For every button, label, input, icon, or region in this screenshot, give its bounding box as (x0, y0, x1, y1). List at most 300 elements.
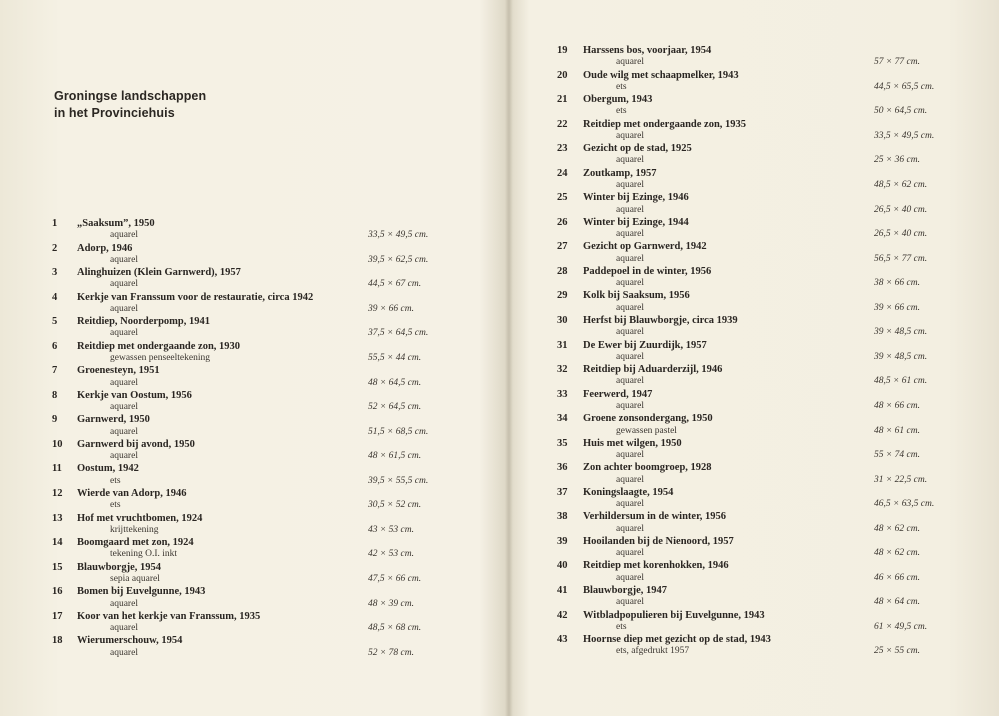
entry-number: 36 (557, 462, 568, 474)
entry-number: 21 (557, 94, 568, 106)
entry-number: 41 (557, 585, 568, 597)
entry-title-line (557, 191, 689, 204)
entry-title-line (557, 559, 729, 572)
catalog-entry (557, 93, 982, 118)
entry-title-line (557, 216, 689, 229)
entry-detail-line (52, 548, 472, 560)
entry-number: 39 (557, 535, 568, 547)
entry-dimensions: 52 × 64,5 cm. (368, 402, 422, 413)
entry-title-line (557, 167, 657, 180)
entry-number: 6 (52, 340, 58, 352)
entry-number: 19 (557, 45, 568, 56)
entry-number: 42 (557, 609, 568, 621)
entry-number: 27 (557, 241, 568, 253)
entry-title-line (52, 364, 160, 377)
entry-title: Huis met wilgen, 1950 (583, 437, 682, 449)
entry-medium: aquarel (616, 302, 644, 313)
entry-title: „Saaksum”, 1950 (77, 218, 155, 229)
entry-title: Zoutkamp, 1957 (583, 167, 657, 179)
entry-number: 15 (52, 561, 63, 573)
entry-title: Koor van het kerkje van Franssum, 1935 (77, 610, 261, 622)
entry-detail-line (52, 450, 472, 462)
catalog-entry (557, 265, 982, 290)
entry-title: Verhildersum in de winter, 1956 (583, 511, 727, 523)
entry-title: Koningslaagte, 1954 (583, 486, 674, 498)
catalog-entry (52, 512, 472, 537)
entry-number: 30 (557, 315, 568, 327)
entry-medium: aquarel (110, 647, 138, 658)
entry-dimensions: 51,5 × 68,5 cm. (368, 426, 429, 437)
entry-dimensions: 55,5 × 44 cm. (368, 353, 422, 364)
entry-medium: aquarel (616, 548, 644, 559)
entry-detail-line (557, 228, 982, 240)
entry-dimensions: 25 × 36 cm. (874, 155, 920, 166)
entry-title-line (52, 487, 186, 500)
entry-medium: aquarel (616, 229, 644, 240)
entry-medium: aquarel (616, 450, 644, 461)
entry-number: 26 (557, 216, 568, 228)
entry-detail-line (557, 105, 982, 117)
entry-dimensions: 46 × 66 cm. (874, 572, 920, 583)
entry-detail-line (557, 645, 982, 657)
entry-number: 12 (52, 488, 63, 500)
entry-detail-line (52, 499, 472, 511)
entry-medium: aquarel (110, 254, 138, 265)
entry-medium: aquarel (110, 402, 138, 413)
entry-title: Wierumerschouw, 1954 (77, 635, 183, 647)
catalog-entry (557, 437, 982, 462)
catalog-entry (52, 438, 472, 463)
entry-dimensions: 43 × 53 cm. (368, 524, 414, 535)
entry-dimensions: 48 × 62 cm. (874, 548, 920, 559)
catalog-list-left (52, 217, 472, 659)
entry-title: Garnwerd, 1950 (77, 414, 150, 426)
entry-title: Gezicht op de stad, 1925 (583, 143, 692, 155)
entry-dimensions: 48,5 × 61 cm. (874, 376, 928, 387)
entry-number: 22 (557, 118, 568, 130)
entry-title: Reitdiep met ondergaande zon, 1930 (77, 340, 241, 352)
entry-title-line (557, 69, 739, 82)
entry-number: 3 (52, 267, 58, 279)
entry-number: 7 (52, 365, 58, 377)
entry-number: 20 (557, 69, 568, 81)
entry-number: 5 (52, 316, 58, 328)
entry-dimensions: 42 × 53 cm. (368, 549, 414, 560)
entry-title-line (557, 486, 673, 499)
entry-detail-line (52, 598, 472, 610)
entry-title-line (52, 462, 139, 475)
entry-number: 33 (557, 388, 568, 400)
catalog-entry (557, 633, 982, 658)
entry-medium: aquarel (616, 278, 644, 289)
catalog-entry (557, 339, 982, 364)
catalog-entry (52, 413, 472, 438)
entry-medium: aquarel (616, 155, 644, 166)
entry-medium: aquarel (616, 351, 644, 362)
entry-title-line (557, 388, 652, 401)
entry-detail-line (557, 130, 982, 142)
entry-title-line (557, 314, 738, 327)
entry-detail-line (557, 474, 982, 486)
entry-title-line (52, 266, 241, 279)
entry-medium: aquarel (110, 328, 138, 339)
catalog-entry (52, 634, 472, 659)
entry-detail-line (557, 572, 982, 584)
entry-medium: aquarel (110, 230, 138, 241)
entry-title-line (52, 389, 192, 402)
entry-number: 34 (557, 413, 568, 425)
entry-title-line (52, 561, 161, 574)
entry-dimensions: 48 × 66 cm. (874, 400, 920, 411)
entry-dimensions: 26,5 × 40 cm. (874, 229, 928, 240)
entry-dimensions: 48 × 64,5 cm. (368, 377, 422, 388)
entry-number: 23 (557, 143, 568, 155)
entry-title: Oostum, 1942 (77, 463, 139, 475)
entry-detail-line (52, 426, 472, 438)
entry-medium: krijttekening (110, 524, 159, 535)
entry-medium: aquarel (110, 451, 138, 462)
entry-dimensions: 33,5 × 49,5 cm. (874, 130, 935, 141)
entry-detail-line (557, 253, 982, 265)
catalog-entry (557, 363, 982, 388)
entry-title-line (52, 413, 150, 426)
entry-dimensions: 48 × 39 cm. (368, 598, 414, 609)
entry-title: Reitdiep met ondergaande zon, 1935 (583, 118, 747, 130)
entry-detail-line (557, 204, 982, 216)
entry-title-line (52, 634, 182, 647)
entry-title-line (52, 217, 155, 230)
entry-number: 37 (557, 486, 568, 498)
entry-title: Kerkje van Oostum, 1956 (77, 389, 192, 401)
entry-title: Oude wilg met schaapmelker, 1943 (583, 69, 739, 81)
entry-number: 31 (557, 339, 568, 351)
entry-detail-line (557, 596, 982, 608)
catalog-entry (52, 610, 472, 635)
entry-dimensions: 57 × 77 cm. (874, 57, 920, 68)
entry-title-line (557, 339, 707, 352)
catalog-entry (52, 242, 472, 267)
catalog-entry (52, 389, 472, 414)
entry-dimensions: 48,5 × 68 cm. (368, 623, 422, 634)
catalog-entry (557, 609, 982, 634)
catalog-entry (557, 388, 982, 413)
entry-medium: aquarel (616, 327, 644, 338)
entry-number: 25 (557, 192, 568, 204)
entry-title: Obergum, 1943 (583, 94, 653, 106)
entry-title: Alinghuizen (Klein Garnwerd), 1957 (77, 267, 241, 279)
entry-title-line (557, 584, 667, 597)
catalog-entry (52, 585, 472, 610)
entry-dimensions: 39,5 × 55,5 cm. (368, 475, 429, 486)
catalog-entry (52, 217, 472, 242)
entry-dimensions: 31 × 22,5 cm. (874, 474, 928, 485)
entry-title: Blauwborgje, 1954 (77, 561, 161, 573)
entry-medium: aquarel (616, 499, 644, 510)
entry-title: Bomen bij Euvelgunne, 1943 (77, 586, 206, 598)
entry-detail-line (557, 498, 982, 510)
entry-title: Gezicht op Garnwerd, 1942 (583, 241, 707, 253)
entry-number: 16 (52, 586, 63, 598)
entry-dimensions: 48,5 × 62 cm. (874, 180, 928, 191)
entry-title-line (52, 242, 132, 255)
entry-title-line (52, 291, 313, 304)
entry-dimensions: 46,5 × 63,5 cm. (874, 499, 935, 510)
entry-medium: ets, afgedrukt 1957 (616, 646, 690, 657)
catalog-entry (557, 461, 982, 486)
entry-detail-line (557, 400, 982, 412)
entry-dimensions: 61 × 49,5 cm. (874, 621, 928, 632)
entry-dimensions: 55 × 74 cm. (874, 450, 920, 461)
entry-title: Garnwerd bij avond, 1950 (77, 438, 195, 450)
entry-dimensions: 25 × 55 cm. (874, 646, 920, 657)
entry-number: 32 (557, 364, 568, 376)
entry-detail-line (557, 621, 982, 633)
catalog-entry (557, 240, 982, 265)
entry-title: Blauwborgje, 1947 (583, 585, 667, 597)
entry-title-line (557, 265, 711, 278)
entry-title-line (557, 609, 765, 622)
entry-detail-line (52, 647, 472, 659)
entry-medium: gewassen pastel (616, 425, 677, 436)
entry-title-line (557, 44, 711, 57)
entry-number: 4 (52, 291, 58, 303)
heading-line: in het Provinciehuis (54, 106, 175, 120)
entry-dimensions: 39 × 66 cm. (874, 302, 920, 313)
entry-title-line (557, 510, 726, 523)
entry-title: Hooilanden bij de Nienoord, 1957 (583, 535, 734, 547)
entry-detail-line (557, 547, 982, 559)
entry-medium: aquarel (110, 623, 138, 634)
catalog-entry (52, 315, 472, 340)
entry-detail-line (557, 81, 982, 93)
entry-title: De Ewer bij Zuurdijk, 1957 (583, 339, 707, 351)
entry-detail-line (52, 278, 472, 290)
entry-dimensions: 44,5 × 67 cm. (368, 279, 422, 290)
entry-number: 13 (52, 512, 63, 524)
catalog-entry (557, 314, 982, 339)
entry-medium: aquarel (616, 474, 644, 485)
entry-medium: aquarel (616, 180, 644, 191)
entry-medium: ets (110, 475, 121, 486)
entry-number: 24 (557, 167, 568, 179)
entry-dimensions: 47,5 × 66 cm. (368, 573, 422, 584)
entry-title-line (52, 315, 210, 328)
entry-medium: aquarel (110, 279, 138, 290)
catalog-entry (557, 412, 982, 437)
entry-detail-line (52, 352, 472, 364)
entry-detail-line (557, 375, 982, 387)
entry-medium: ets (616, 106, 627, 117)
entry-medium: aquarel (616, 376, 644, 387)
catalog-entry (52, 291, 472, 316)
entry-dimensions: 48 × 62 cm. (874, 523, 920, 534)
heading-line: Groningse landschappen (54, 89, 207, 103)
entry-detail-line (557, 277, 982, 289)
entry-dimensions: 39 × 66 cm. (368, 303, 414, 314)
entry-medium: aquarel (616, 130, 644, 141)
entry-dimensions: 48 × 64 cm. (874, 597, 920, 608)
entry-title-line (52, 610, 260, 623)
entry-title: Groenesteyn, 1951 (77, 365, 160, 377)
entry-detail-line (52, 524, 472, 536)
entry-dimensions: 38 × 66 cm. (874, 278, 920, 289)
catalog-list-right (557, 44, 982, 658)
entry-dimensions: 50 × 64,5 cm. (874, 106, 928, 117)
entry-title: Herfst bij Blauwborgje, circa 1939 (583, 315, 738, 327)
entry-detail-line (52, 303, 472, 315)
entry-number: 43 (557, 634, 568, 646)
entry-medium: aquarel (110, 303, 138, 314)
entry-detail-line (557, 154, 982, 166)
entry-title: Groene zonsondergang, 1950 (583, 413, 713, 425)
entry-dimensions: 37,5 × 64,5 cm. (368, 328, 429, 339)
entry-medium: aquarel (110, 377, 138, 388)
entry-number: 2 (52, 242, 58, 254)
catalog-entry (557, 167, 982, 192)
entry-detail-line (52, 254, 472, 266)
entry-title-line (557, 437, 682, 450)
catalog-entry (557, 559, 982, 584)
entry-dimensions: 33,5 × 49,5 cm. (368, 230, 429, 241)
catalog-entry (52, 340, 472, 365)
catalog-entry (557, 191, 982, 216)
entry-title: Winter bij Ezinge, 1946 (583, 192, 689, 204)
entry-number: 29 (557, 290, 568, 302)
entry-detail-line (52, 573, 472, 585)
entry-number: 35 (557, 437, 568, 449)
entry-number: 11 (52, 463, 62, 475)
entry-number: 1 (52, 218, 58, 229)
entry-title-line (557, 363, 722, 376)
entry-number: 17 (52, 610, 63, 622)
entry-title: Harssens bos, voorjaar, 1954 (583, 45, 712, 56)
entry-dimensions: 48 × 61 cm. (874, 425, 920, 436)
entry-detail-line (52, 327, 472, 339)
entry-medium: gewassen penseeltekening (110, 353, 210, 364)
entry-title: Reitdiep, Noorderpomp, 1941 (77, 316, 210, 328)
entry-number: 10 (52, 438, 63, 450)
entry-dimensions: 26,5 × 40 cm. (874, 204, 928, 215)
entry-title: Reitdiep bij Aduarderzijl, 1946 (583, 364, 723, 376)
entry-detail-line (52, 622, 472, 634)
entry-title-line (557, 535, 734, 548)
entry-medium: tekening O.I. inkt (110, 549, 178, 560)
catalog-entry (557, 535, 982, 560)
entry-detail-line (52, 377, 472, 389)
entry-number: 9 (52, 414, 58, 426)
entry-title: Hoornse diep met gezicht op de stad, 1943 (583, 634, 771, 646)
entry-title-line (557, 633, 771, 646)
entry-detail-line (557, 351, 982, 363)
entry-detail-line (52, 475, 472, 487)
entry-title-line (557, 461, 712, 474)
entry-dimensions: 39,5 × 62,5 cm. (368, 254, 429, 265)
page-heading (54, 88, 206, 122)
entry-medium: aquarel (616, 253, 644, 264)
entry-title-line (52, 585, 205, 598)
entry-detail-line (557, 449, 982, 461)
entry-number: 38 (557, 511, 568, 523)
entry-title-line (557, 142, 692, 155)
entry-medium: aquarel (110, 426, 138, 437)
entry-medium: ets (616, 81, 627, 92)
catalog-entry (52, 536, 472, 561)
entry-title: Witbladpopulieren bij Euvelgunne, 1943 (583, 609, 765, 621)
entry-number: 18 (52, 635, 63, 647)
entry-medium: aquarel (616, 597, 644, 608)
entry-detail-line (557, 179, 982, 191)
catalog-entry (557, 118, 982, 143)
entry-title: Kerkje van Franssum voor de restauratie, circa 1942 (77, 291, 314, 303)
catalog-entry (52, 487, 472, 512)
catalog-entry (52, 364, 472, 389)
entry-dimensions: 56,5 × 77 cm. (874, 253, 928, 264)
right-page (512, 0, 999, 716)
entry-title-line (52, 536, 194, 549)
entry-medium: aquarel (616, 57, 644, 68)
entry-title: Boomgaard met zon, 1924 (77, 537, 194, 549)
entry-title-line (557, 93, 652, 106)
catalog-entry (557, 44, 982, 69)
entry-title: Paddepoel in de winter, 1956 (583, 265, 712, 277)
entry-detail-line (557, 56, 982, 68)
entry-detail-line (557, 302, 982, 314)
catalog-entry (557, 584, 982, 609)
entry-title-line (52, 512, 202, 525)
catalog-entry (52, 266, 472, 291)
entry-medium: aquarel (616, 400, 644, 411)
entry-number: 14 (52, 537, 63, 549)
entry-number: 8 (52, 389, 58, 401)
entry-title: Zon achter boomgroep, 1928 (583, 462, 712, 474)
entry-number: 28 (557, 265, 568, 277)
entry-detail-line (557, 523, 982, 535)
entry-title: Wierde van Adorp, 1946 (77, 488, 187, 500)
entry-title: Kolk bij Saaksum, 1956 (583, 290, 690, 302)
catalog-entry (52, 462, 472, 487)
entry-dimensions: 44,5 × 65,5 cm. (874, 81, 935, 92)
entry-title-line (557, 240, 707, 253)
entry-detail-line (52, 229, 472, 241)
entry-dimensions: 39 × 48,5 cm. (874, 351, 928, 362)
entry-medium: aquarel (616, 572, 644, 583)
entry-title-line (557, 289, 690, 302)
entry-medium: aquarel (616, 204, 644, 215)
entry-title-line (52, 438, 195, 451)
entry-medium: ets (616, 621, 627, 632)
entry-dimensions: 39 × 48,5 cm. (874, 327, 928, 338)
entry-title: Reitdiep met korenhokken, 1946 (583, 560, 729, 572)
catalog-entry (557, 486, 982, 511)
catalog-entry (557, 216, 982, 241)
entry-title: Hof met vruchtbomen, 1924 (77, 512, 203, 524)
entry-dimensions: 48 × 61,5 cm. (368, 451, 422, 462)
catalog-entry (557, 69, 982, 94)
catalog-entry (557, 289, 982, 314)
entry-detail-line (557, 326, 982, 338)
entry-title-line (557, 118, 746, 131)
entry-dimensions: 30,5 × 52 cm. (368, 500, 422, 511)
entry-medium: aquarel (110, 598, 138, 609)
entry-title-line (52, 340, 240, 353)
entry-medium: ets (110, 500, 121, 511)
entry-detail-line (52, 401, 472, 413)
catalog-entry (557, 142, 982, 167)
entry-dimensions: 52 × 78 cm. (368, 647, 414, 658)
entry-title: Winter bij Ezinge, 1944 (583, 216, 689, 228)
entry-number: 40 (557, 560, 568, 572)
entry-detail-line (557, 425, 982, 437)
